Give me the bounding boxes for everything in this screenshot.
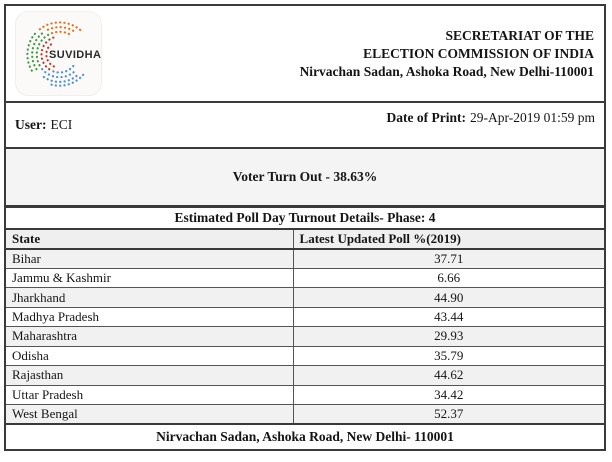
suvidha-logo [15, 11, 102, 96]
org-line-commission: ELECTION COMMISSION OF INDIA [363, 45, 594, 61]
report-page [4, 4, 606, 451]
column-header-poll: Latest Updated Poll %(2019) [293, 229, 604, 249]
state-cell: Bihar [6, 249, 293, 268]
org-line-secretariat: SECRETARIAT OF THE [445, 27, 594, 43]
poll-cell: 43.44 [293, 307, 604, 326]
poll-cell: 29.93 [293, 327, 604, 346]
turnout-table [6, 208, 604, 449]
org-address-block [300, 27, 596, 81]
date-of-print-value: 29-Apr-2019 01:59 pm [470, 110, 595, 125]
table-footer-address: Nirvachan Sadan, Ashoka Road, New Delhi- 110001 [6, 424, 604, 449]
state-cell: Maharashtra [6, 327, 293, 346]
meta-row [6, 103, 604, 149]
state-cell: Jammu & Kashmir [6, 268, 293, 287]
user-info [15, 117, 72, 147]
poll-cell: 6.66 [293, 268, 604, 287]
state-cell: Madhya Pradesh [6, 307, 293, 326]
table-row [6, 346, 604, 365]
state-cell: Rajasthan [6, 366, 293, 385]
table-row [6, 366, 604, 385]
poll-cell: 44.90 [293, 288, 604, 307]
user-value: ECI [50, 117, 73, 132]
table-row [6, 405, 604, 425]
table-title-row [6, 208, 604, 229]
date-of-print-label: Date of Print: [386, 110, 467, 125]
org-line-address: Nirvachan Sadan, Ashoka Road, New Delhi-110001 [299, 63, 594, 79]
table-row [6, 249, 604, 268]
column-header-state: State [6, 229, 293, 249]
table-row [6, 288, 604, 307]
suvidha-logo-text: SUVIDHA [49, 49, 102, 61]
poll-cell: 52.37 [293, 405, 604, 425]
state-cell: Jharkhand [6, 288, 293, 307]
voter-turnout-banner: Voter Turn Out - 38.63% [6, 149, 604, 208]
table-row [6, 268, 604, 287]
poll-cell: 44.62 [293, 366, 604, 385]
report-header [6, 6, 604, 103]
poll-cell: 35.79 [293, 346, 604, 365]
table-title: Estimated Poll Day Turnout Details- Phase: 4 [6, 208, 604, 229]
table-row [6, 327, 604, 346]
date-of-print [387, 110, 595, 147]
poll-cell: 37.71 [293, 249, 604, 268]
state-cell: West Bengal [6, 405, 293, 425]
user-label: User: [15, 117, 47, 132]
table-footer-row [6, 424, 604, 449]
table-row [6, 385, 604, 404]
table-row [6, 307, 604, 326]
state-cell: Uttar Pradesh [6, 385, 293, 404]
table-header-row [6, 229, 604, 249]
state-cell: Odisha [6, 346, 293, 365]
poll-cell: 34.42 [293, 385, 604, 404]
